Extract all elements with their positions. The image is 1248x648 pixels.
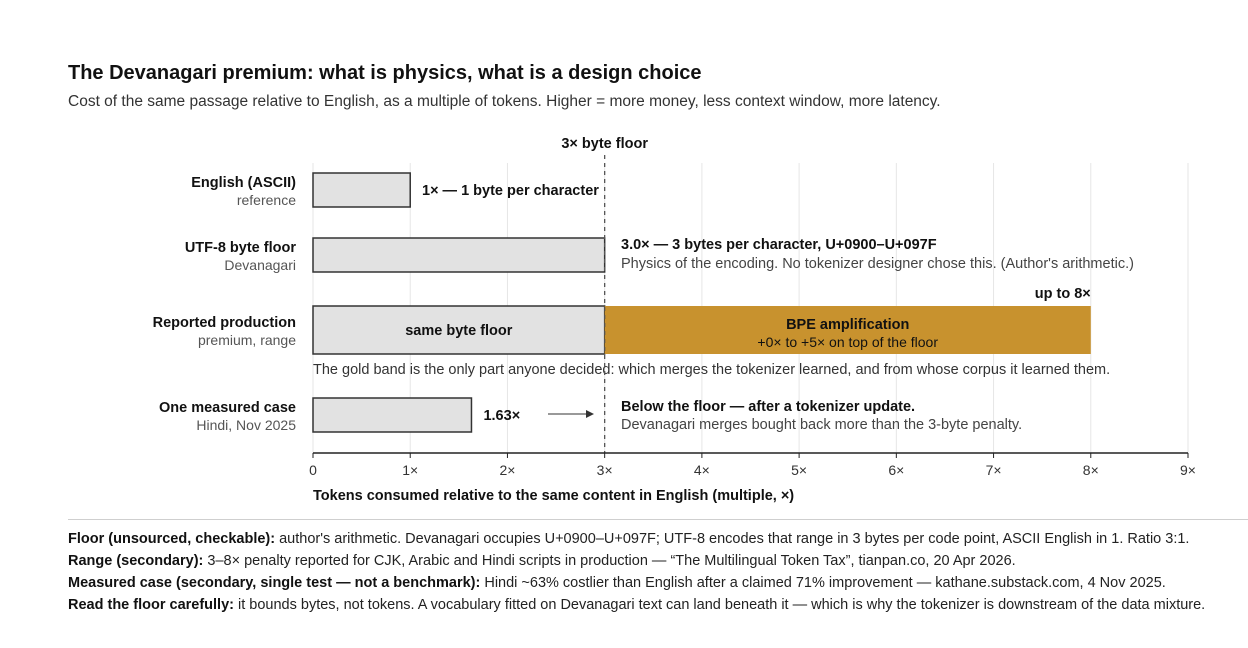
data-label: up to 8×	[1034, 286, 1091, 302]
row-label: English (ASCII)	[191, 175, 296, 191]
x-tick-label: 5×	[791, 462, 808, 478]
bar	[313, 173, 410, 207]
annotation-text: Physics of the encoding. No tokenizer designer chose this. (Author's arithmetic.)	[621, 256, 1134, 272]
row-sublabel: reference	[236, 192, 296, 208]
bar-sublabel: +0× to +5× on top of the floor	[757, 334, 939, 350]
chart-subtitle: Cost of the same passage relative to English, as a multiple of tokens. Higher = more money, less context window, more latency.	[68, 93, 941, 110]
note-lead: Floor (unsourced, checkable):	[68, 531, 276, 547]
x-tick-label: 8×	[1082, 462, 1099, 478]
arrow-head	[586, 410, 594, 418]
note-lead: Read the floor carefully:	[68, 597, 234, 613]
annotation-text: Devanagari merges bought back more than the 3-byte penalty.	[621, 417, 1023, 433]
bar-label: same byte floor	[405, 323, 513, 339]
note-measured-case	[68, 572, 1248, 594]
data-label: 3.0× — 3 bytes per character, U+0900–U+097F	[621, 237, 937, 253]
note-range	[68, 550, 1248, 572]
x-tick-label: 3×	[596, 462, 613, 478]
note-lead: Measured case (secondary, single test — not a benchmark):	[68, 575, 481, 591]
row-label: UTF-8 byte floor	[184, 240, 296, 256]
bar	[313, 238, 605, 272]
row-sublabel: premium, range	[197, 332, 296, 348]
note-text: 3–8× penalty reported for CJK, Arabic and Hindi scripts in production — “The Multilingual Token Tax”, tianpan.co, 20 Apr 2026.	[203, 553, 1016, 569]
bar	[313, 398, 471, 432]
note-floor	[68, 528, 1248, 550]
x-tick-label: 4×	[693, 462, 710, 478]
x-tick-label: 9×	[1180, 462, 1196, 478]
annotation-text: The gold band is the only part anyone decided: which merges the tokenizer learned, and from whose corpus it learned them.	[313, 362, 1111, 378]
bar-label: BPE amplification	[786, 317, 910, 333]
row-label: One measured case	[158, 400, 296, 416]
note-text: author's arithmetic. Devanagari occupies U+0900–U+097F; UTF-8 encodes that range in 3 bytes per code point, ASCII English in 1. Ratio 3:1.	[275, 531, 1190, 547]
row-label: Reported production	[152, 315, 296, 331]
note-text: Hindi ~63% costlier than English after a claimed 71% improvement — kathane.substack.com, 4 Nov 2025.	[480, 575, 1166, 591]
x-tick-label: 7×	[985, 462, 1002, 478]
row-sublabel: Hindi, Nov 2025	[196, 417, 296, 433]
data-label: 1.63×	[483, 408, 521, 424]
x-tick-label: 6×	[888, 462, 905, 478]
x-axis-title: Tokens consumed relative to the same content in English (multiple, ×)	[313, 488, 795, 504]
source-notes	[68, 519, 1248, 638]
x-tick-label: 2×	[499, 462, 516, 478]
data-label: 1× — 1 byte per character	[422, 183, 599, 199]
row-sublabel: Devanagari	[224, 257, 296, 273]
x-tick-label: 1×	[402, 462, 419, 478]
note-text: it bounds bytes, not tokens. A vocabulary fitted on Devanagari text can land beneath it — which is why the tokenizer is downstream of the data mixture.	[233, 597, 1206, 613]
note-read-floor	[68, 594, 1248, 616]
x-tick-label: 0	[309, 462, 317, 478]
note-lead: Range (secondary):	[68, 553, 204, 569]
chart-title: The Devanagari premium: what is physics, what is a design choice	[68, 62, 702, 84]
reference-line-label: 3× byte floor	[561, 136, 648, 152]
annotation-text: Below the floor — after a tokenizer update.	[621, 399, 916, 415]
